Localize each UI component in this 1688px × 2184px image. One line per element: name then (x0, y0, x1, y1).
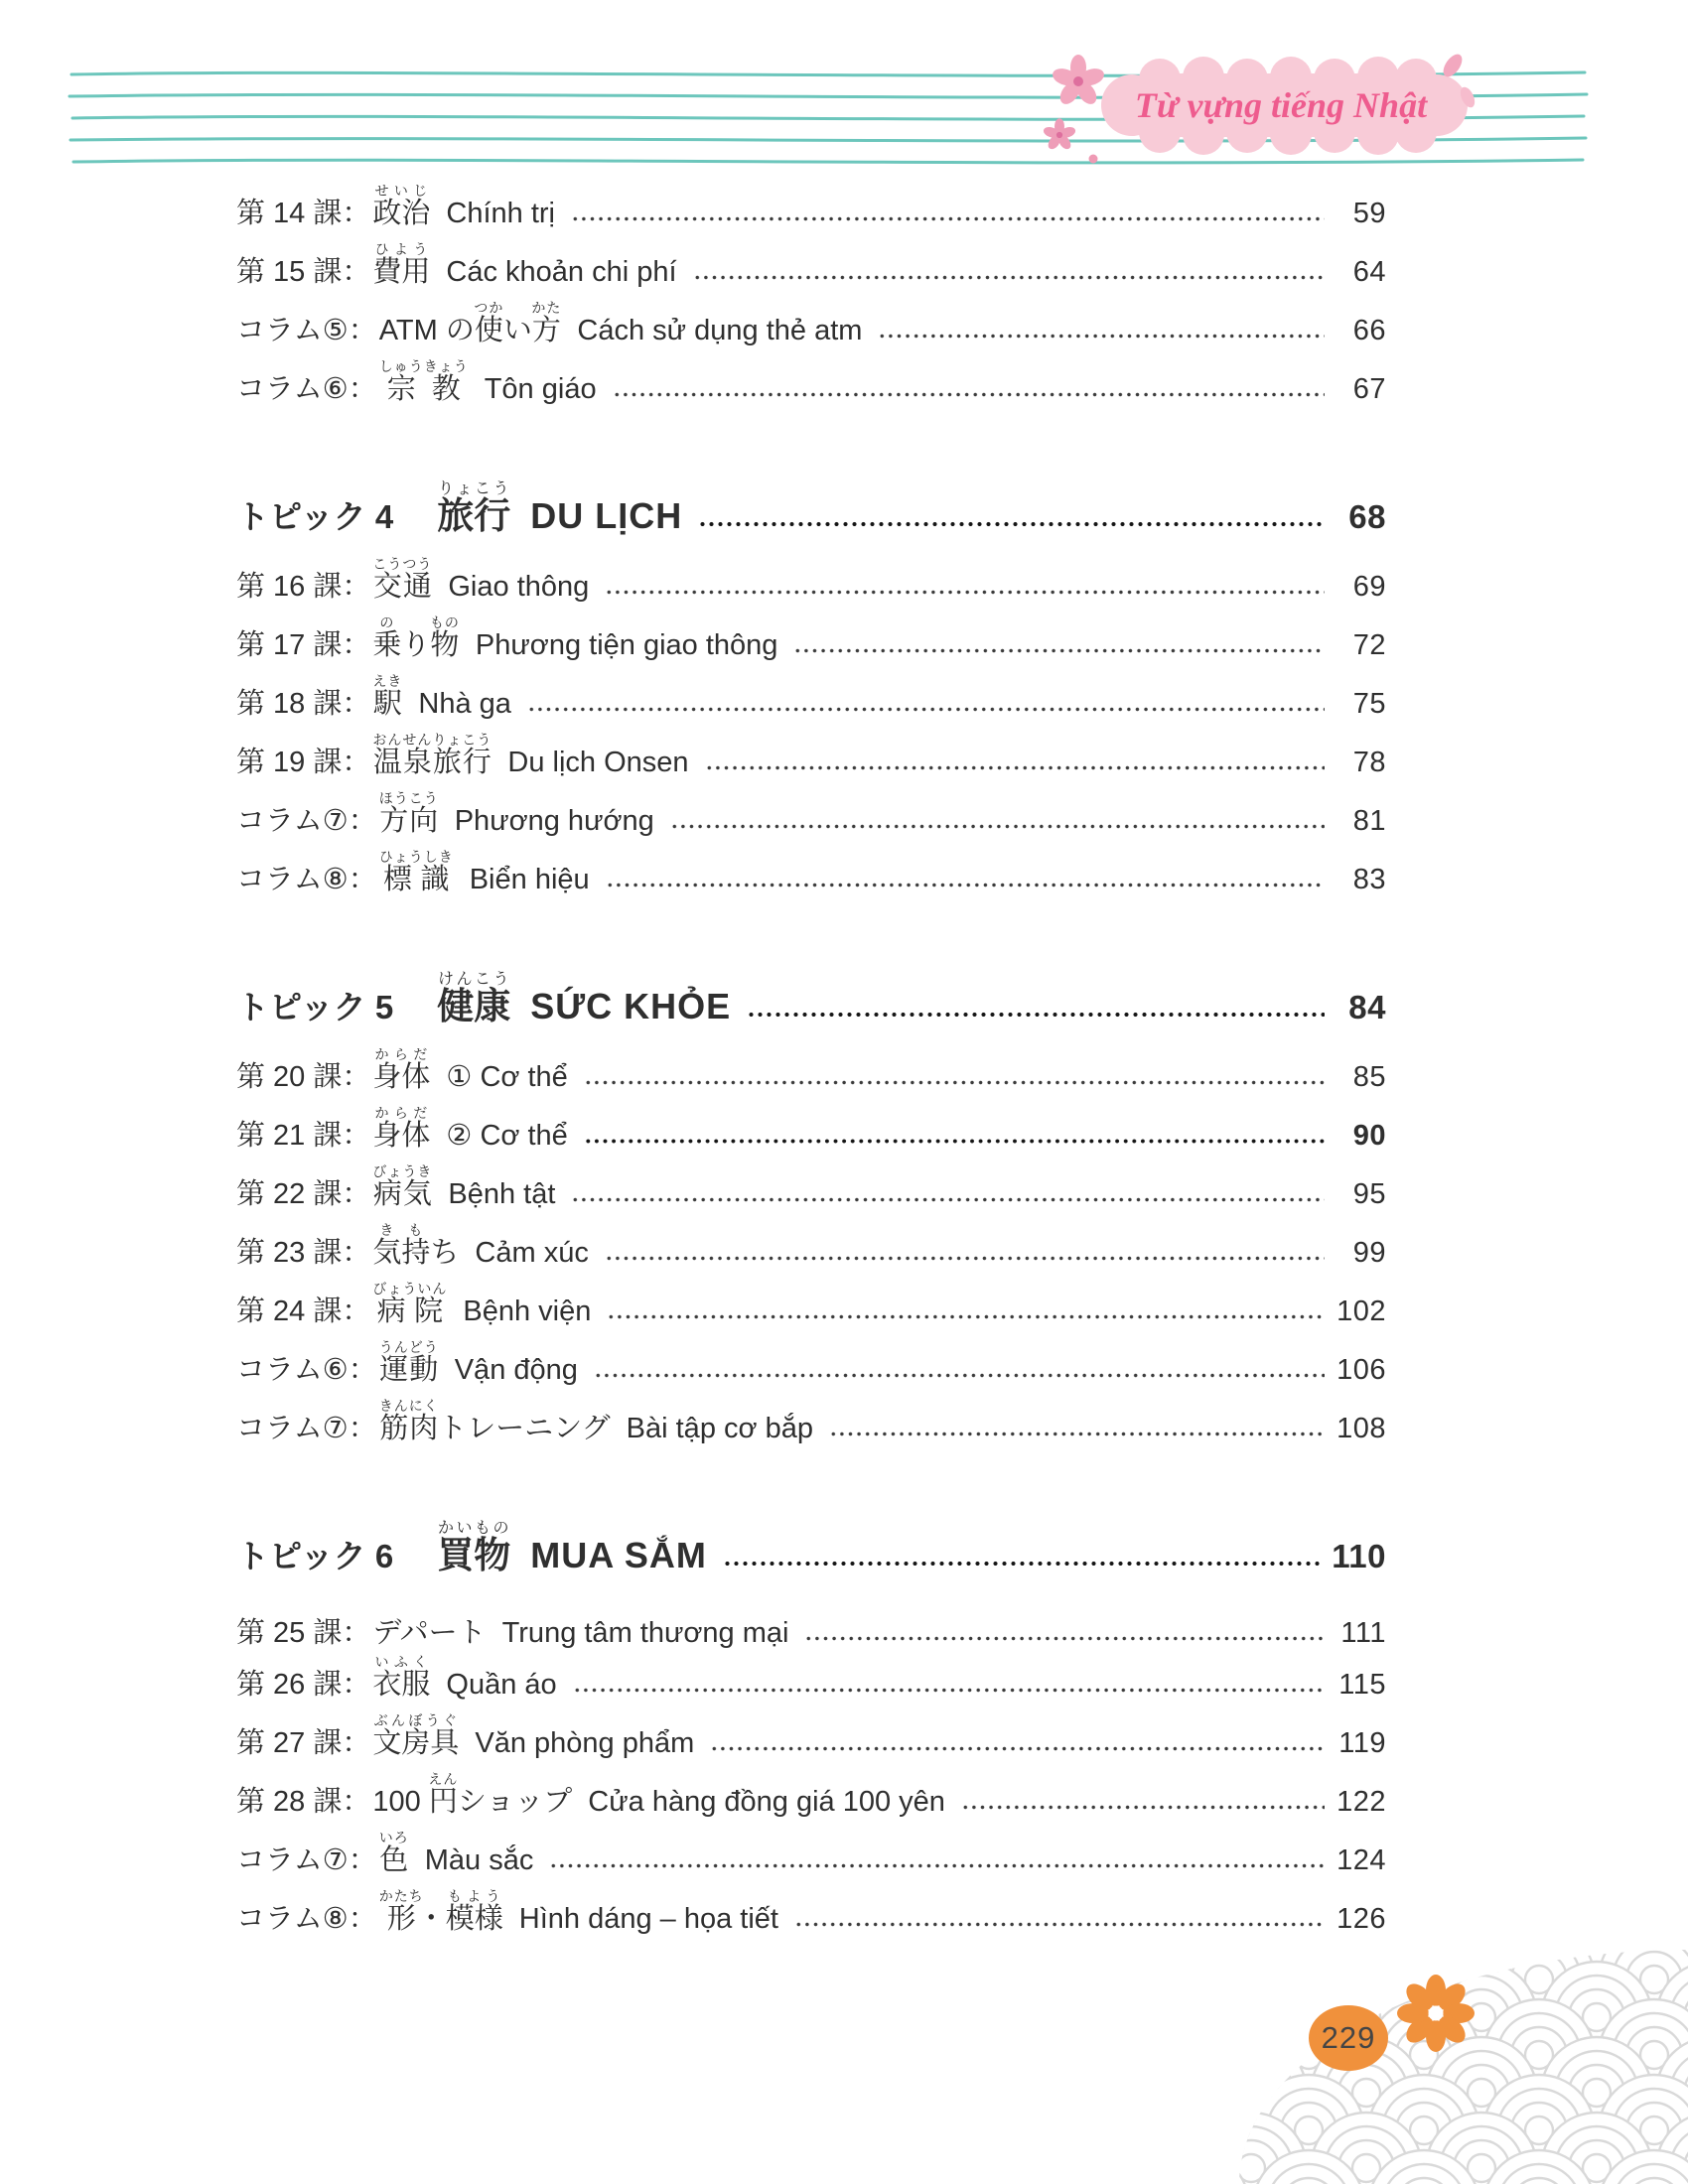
entry-japanese: 乗のり物もの (372, 614, 460, 661)
toc-entry (236, 1105, 1386, 1163)
entry-japanese: 温泉旅行おんせんりょこう (372, 732, 492, 778)
cherry-blossom-icon (1051, 55, 1106, 108)
toc-entry (236, 790, 1386, 849)
entry-page-number: 75 (1352, 688, 1386, 720)
dot-leader (794, 1921, 1325, 1928)
entry-page-number: 64 (1352, 256, 1386, 288)
entry-vietnamese: Văn phòng phẩm (475, 1727, 695, 1759)
entry-label: 第 17 課： (236, 629, 371, 661)
entry-page-number: 83 (1352, 864, 1386, 895)
entry-vietnamese: Nhà ga (418, 688, 511, 720)
entry-label: 第 26 課： (236, 1669, 371, 1701)
entry-label: コラム⑥： (236, 1354, 377, 1386)
dot-leader (804, 1635, 1325, 1642)
entry-vietnamese: Phương hướng (454, 805, 654, 837)
dot-leader (705, 764, 1325, 771)
dot-leader (594, 1372, 1325, 1379)
toc-entry (236, 1654, 1386, 1712)
entry-vietnamese: Cách sử dụng thẻ atm (577, 315, 863, 346)
entry-label: トピック 5 (236, 989, 394, 1025)
entry-japanese: ATM の使つかい方かた (378, 300, 562, 346)
book-title: Từ vựng tiếng Nhật (1134, 85, 1428, 125)
entry-page-number: 102 (1336, 1296, 1386, 1327)
dot-leader (829, 1431, 1325, 1437)
entry-page-number: 69 (1352, 571, 1386, 603)
dot-leader (605, 589, 1325, 596)
entry-japanese: 衣服いふく (372, 1654, 431, 1701)
toc-entry (236, 1830, 1386, 1888)
entry-japanese: 健康けんこう (437, 971, 511, 1026)
entry-vietnamese: Biển hiệu (469, 864, 590, 895)
entry-vietnamese: Bài tập cơ bắp (626, 1413, 813, 1444)
toc-entry (236, 732, 1386, 790)
dot-leader (607, 1313, 1325, 1320)
toc-entry (236, 556, 1386, 614)
dot-leader (961, 1804, 1325, 1811)
entry-vietnamese: Màu sắc (424, 1844, 534, 1876)
entry-page-number: 124 (1336, 1844, 1386, 1876)
entry-vietnamese: Quần áo (446, 1669, 557, 1701)
entry-page-number: 126 (1336, 1903, 1386, 1935)
dot-leader (698, 520, 1325, 528)
entry-japanese: 方向ほうこう (378, 790, 439, 837)
entry-vietnamese: SỨC KHỎE (530, 986, 732, 1026)
entry-page-number: 119 (1338, 1727, 1386, 1759)
entry-vietnamese: Cảm xúc (475, 1237, 589, 1269)
entry-label: 第 16 課： (236, 571, 371, 603)
toc-entry (236, 1222, 1386, 1281)
entry-label: コラム⑥： (236, 373, 377, 405)
toc-entry (236, 1771, 1386, 1830)
dot-leader (605, 1255, 1325, 1262)
entry-japanese: 駅えき (372, 673, 403, 720)
toc-entry (236, 971, 1386, 1046)
toc-entry (236, 1163, 1386, 1222)
entry-japanese: 費用ひよう (372, 241, 431, 288)
entry-label: コラム⑦： (236, 1844, 377, 1876)
entry-japanese: 交通こうつう (372, 556, 433, 603)
entry-vietnamese: Cửa hàng đồng giá 100 yên (588, 1786, 945, 1818)
toc-entry (236, 1281, 1386, 1339)
entry-label: 第 15 課： (236, 256, 371, 288)
entry-japanese: 筋肉きんにくトレーニング (378, 1398, 611, 1444)
dot-leader (527, 706, 1325, 713)
entry-page-number: 67 (1352, 373, 1386, 405)
dot-leader (571, 1196, 1325, 1203)
table-of-contents (236, 183, 1386, 1947)
toc-entry (236, 1595, 1386, 1654)
entry-vietnamese: Du lịch Onsen (507, 747, 689, 778)
dot-leader (584, 1079, 1325, 1086)
dot-leader (793, 647, 1325, 654)
entry-page-number: 85 (1352, 1061, 1386, 1093)
entry-japanese: 形かたち・模様もよう (378, 1888, 503, 1935)
entry-label: 第 25 課： (236, 1617, 371, 1649)
entry-page-number: 110 (1332, 1538, 1386, 1574)
entry-japanese: 文房具ぶんぼうぐ (372, 1712, 460, 1759)
entry-japanese: 運動うんどう (378, 1339, 439, 1386)
entry-label: トピック 4 (236, 498, 394, 535)
entry-japanese: 宗教しゅうきょう (378, 358, 469, 405)
dot-leader (584, 1138, 1325, 1145)
entry-page-number: 68 (1348, 498, 1386, 535)
entry-label: コラム⑦： (236, 1413, 377, 1444)
entry-japanese: 色いろ (378, 1830, 409, 1876)
entry-japanese: 標識ひょうしき (378, 849, 454, 895)
entry-label: 第 18 課： (236, 688, 371, 720)
entry-vietnamese: Phương tiện giao thông (475, 629, 778, 661)
entry-label: 第 20 課： (236, 1061, 371, 1093)
toc-entry (236, 1339, 1386, 1398)
entry-label: コラム⑤： (236, 315, 377, 346)
entry-page-number: 84 (1348, 989, 1386, 1025)
toc-entry (236, 1046, 1386, 1105)
toc-entry (236, 480, 1386, 556)
entry-page-number: 111 (1340, 1617, 1386, 1649)
entry-japanese: 気持きもち (372, 1222, 460, 1269)
entry-vietnamese: Hình dáng – họa tiết (518, 1903, 778, 1935)
entry-vietnamese: Tôn giáo (484, 373, 597, 405)
entry-page-number: 99 (1352, 1237, 1386, 1269)
entry-vietnamese: DU LỊCH (530, 495, 683, 536)
flower-icon (1394, 1972, 1477, 2055)
entry-vietnamese: Chính trị (446, 198, 555, 229)
dot-leader (670, 823, 1325, 830)
entry-japanese: デパート (372, 1617, 487, 1649)
entry-japanese: 買物かいもの (437, 1520, 511, 1575)
entry-vietnamese: ① Cơ thể (446, 1061, 568, 1093)
dot-leader (747, 1011, 1325, 1019)
entry-japanese: 病院びょういん (372, 1281, 448, 1327)
entry-label: 第 14 課： (236, 198, 371, 229)
entry-japanese: 病気びょうき (372, 1163, 433, 1210)
entry-vietnamese: ② Cơ thể (446, 1120, 568, 1152)
entry-vietnamese: Vận động (454, 1354, 578, 1386)
entry-label: トピック 6 (236, 1538, 394, 1574)
toc-entry (236, 673, 1386, 732)
page-number: 229 (1321, 2020, 1376, 2055)
dot-leader (606, 882, 1325, 888)
toc-entry (236, 614, 1386, 673)
toc-entry (236, 1888, 1386, 1947)
dot-leader (549, 1862, 1325, 1869)
entry-page-number: 78 (1352, 747, 1386, 778)
entry-page-number: 108 (1336, 1413, 1386, 1444)
entry-page-number: 66 (1352, 315, 1386, 346)
entry-japanese: 身体からだ (372, 1046, 431, 1093)
entry-label: 第 27 課： (236, 1727, 371, 1759)
entry-page-number: 106 (1336, 1354, 1386, 1386)
entry-japanese: 身体からだ (372, 1105, 431, 1152)
entry-label: コラム⑧： (236, 1903, 377, 1935)
entry-label: 第 24 課： (236, 1296, 371, 1327)
dot-leader (613, 391, 1325, 398)
toc-entry (236, 241, 1386, 300)
toc-entry (236, 1712, 1386, 1771)
dot-leader (710, 1745, 1325, 1752)
dot-leader (693, 274, 1325, 281)
dot-leader (723, 1560, 1322, 1568)
entry-japanese: 旅行りょこう (437, 480, 511, 536)
entry-page-number: 59 (1352, 198, 1386, 229)
toc-entry (236, 183, 1386, 241)
entry-label: 第 21 課： (236, 1120, 371, 1152)
entry-label: 第 22 課： (236, 1178, 371, 1210)
toc-entry (236, 300, 1386, 358)
toc-entry (236, 358, 1386, 417)
entry-page-number: 72 (1352, 629, 1386, 661)
entry-japanese: 100 円えんショップ (372, 1771, 573, 1818)
entry-vietnamese: Bệnh tật (448, 1178, 556, 1210)
entry-label: コラム⑧： (236, 864, 377, 895)
entry-vietnamese: Các khoản chi phí (446, 256, 677, 288)
entry-page-number: 90 (1352, 1120, 1386, 1152)
toc-entry (236, 1520, 1386, 1595)
entry-label: 第 23 課： (236, 1237, 371, 1269)
entry-page-number: 115 (1338, 1669, 1386, 1701)
toc-entry (236, 1398, 1386, 1456)
dot-leader (571, 215, 1325, 222)
entry-label: コラム⑦： (236, 805, 377, 837)
entry-japanese: 政治せいじ (372, 183, 431, 229)
entry-vietnamese: MUA SẮM (530, 1535, 707, 1575)
entry-vietnamese: Trung tâm thương mại (501, 1617, 789, 1649)
dot-leader (573, 1687, 1325, 1694)
entry-label: 第 28 課： (236, 1786, 371, 1818)
dot-leader (878, 333, 1325, 340)
page-number-badge (1309, 2005, 1388, 2071)
cherry-blossom-icon (1043, 118, 1077, 151)
entry-page-number: 95 (1352, 1178, 1386, 1210)
entry-vietnamese: Giao thông (448, 571, 590, 603)
entry-label: 第 19 課： (236, 747, 371, 778)
entry-page-number: 81 (1352, 805, 1386, 837)
entry-page-number: 122 (1336, 1786, 1386, 1818)
entry-vietnamese: Bệnh viện (463, 1296, 592, 1327)
toc-entry (236, 849, 1386, 907)
